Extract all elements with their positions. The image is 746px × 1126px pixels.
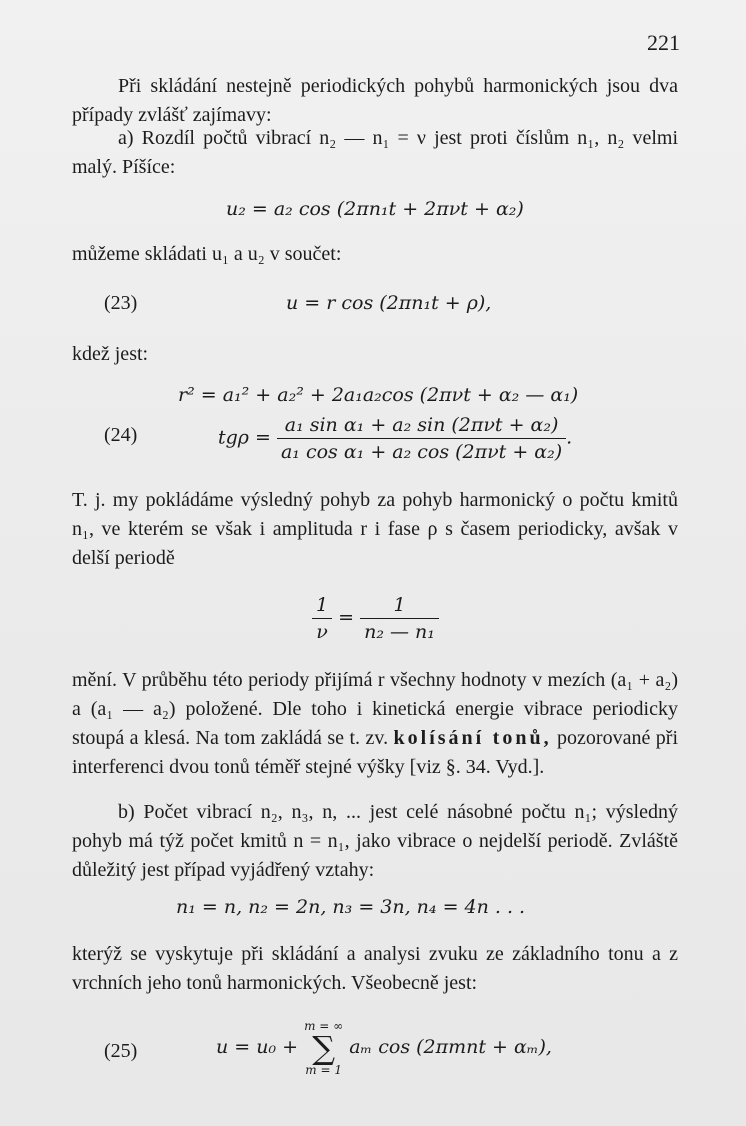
paragraph-beats-part-1: mění. V průběhu této periody přijímá r všechny hodnoty v mezích (a₁ + a₂) a (a₁ — a₂) položené. Dle toho i kinetická energie vibrace periodicky stoupá a klesá. Na tom zakládá se t. zv. xyxy=(72,669,678,749)
fraction-1-over-difference xyxy=(360,594,439,643)
summation xyxy=(304,1020,343,1076)
equation-25 xyxy=(216,1020,552,1076)
equals-sign: = xyxy=(338,606,355,629)
equation-period xyxy=(312,594,439,643)
equation-24-phase-lhs: tgρ = xyxy=(218,426,271,449)
equation-24-phase xyxy=(218,414,572,463)
equation-23: u = r cos (2πn₁t + ρ), xyxy=(286,292,492,314)
summation-sign: ∑ xyxy=(312,1029,336,1067)
beats-term: kolísání tonů, xyxy=(393,727,552,749)
paragraph-beats xyxy=(72,666,678,782)
paragraph-sum: můžeme skládati u₁ a u₂ v součet: xyxy=(72,243,342,265)
summation-lower-limit: m = 1 xyxy=(305,1063,342,1077)
equation-24-phase-numerator: a₁ sin α₁ + a₂ sin (2πνt + α₂) xyxy=(277,414,566,439)
paragraph-intro: Při skládání nestejně periodických pohybů harmonických jsou dva případy zvlášť zajímavy: xyxy=(72,75,678,126)
equation-multiples: n₁ = n, n₂ = 2n, n₃ = 3n, n₄ = 4n . . . xyxy=(176,896,526,918)
fraction-1-over-nu-denominator: ν xyxy=(316,621,328,643)
summation-upper-limit: m = ∞ xyxy=(304,1019,344,1033)
equation-24-label: (24) xyxy=(104,424,138,446)
paragraph-case-a: a) Rozdíl počtů vibrací n₂ — n₁ = ν jest proti číslům n₁, n₂ velmi malý. Píšíce: xyxy=(72,127,678,178)
fraction-1-over-nu-numerator: 1 xyxy=(312,594,332,619)
page-number: 221 xyxy=(647,30,680,55)
equation-23-label: (23) xyxy=(104,292,138,314)
fraction-1-over-difference-numerator: 1 xyxy=(360,594,439,619)
equation-24-phase-denominator: a₁ cos α₁ + a₂ cos (2πνt + α₂) xyxy=(280,441,563,463)
paragraph-general: kterýž se vyskytuje při skládání a analysi zvuku ze základního tonu a z vrchních jeho tonů harmonických. Všeobecně jest: xyxy=(72,943,678,994)
equation-24-phase-period: . xyxy=(566,426,573,449)
fraction-1-over-nu xyxy=(312,594,332,643)
paragraph-interpretation: T. j. my pokládáme výsledný pohyb za pohyb harmonický o počtu kmitů n₁, ve kterém se však i amplituda r i fase ρ s časem periodicky, avšak v delší periodě xyxy=(72,489,678,569)
paragraph-where: kdež jest: xyxy=(72,343,149,365)
equation-u2: u₂ = a₂ cos (2πn₁t + 2πνt + α₂) xyxy=(226,198,524,220)
equation-25-label: (25) xyxy=(104,1040,138,1062)
equation-24-amplitude: r² = a₁² + a₂² + 2a₁a₂cos (2πνt + α₂ — α₁) xyxy=(178,384,579,406)
equation-24-phase-fraction xyxy=(277,414,566,463)
paragraph-case-b: b) Počet vibrací n₂, n₃, n, ... jest celé násobné počtu n₁; výsledný pohyb má týž počet kmitů n = n₁, jako vibrace o nejdelší periodě. Zvláště důležitý jest případ vyjádřený vztahy: xyxy=(72,801,678,881)
fraction-1-over-difference-denominator: n₂ — n₁ xyxy=(364,621,435,643)
paragraph-beats-part-2: pozorované při interferenci dvou tonů téměř stejné výšky [viz §. 34. Vyd.]. xyxy=(72,727,679,778)
equation-25-lhs: u = u₀ + xyxy=(216,1036,299,1058)
equation-25-rhs: aₘ cos (2πmnt + αₘ), xyxy=(349,1036,552,1058)
